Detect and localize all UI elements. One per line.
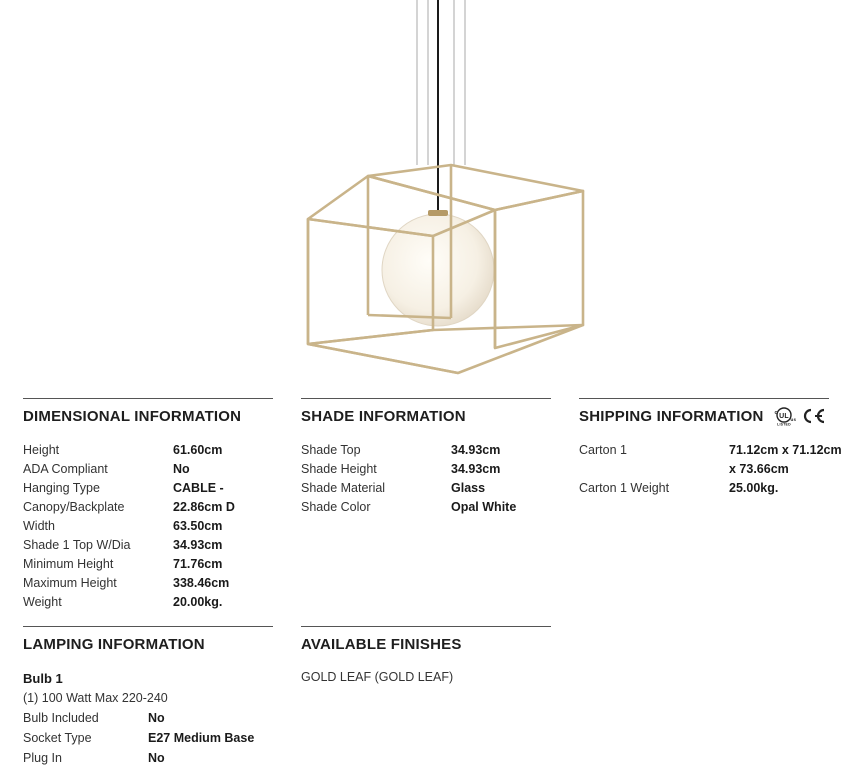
spec-row xyxy=(301,498,551,517)
section-title: SHADE INFORMATION xyxy=(301,398,551,427)
spec-label: Socket Type xyxy=(23,731,92,745)
spec-label: Width xyxy=(23,519,55,533)
spec-value: 71.76cm xyxy=(173,557,223,571)
spec-row xyxy=(301,441,551,460)
spec-value: x 73.66cm xyxy=(729,462,789,476)
spec-value: 61.60cm xyxy=(173,443,223,457)
spec-row xyxy=(579,441,847,460)
spec-value: No xyxy=(173,462,190,476)
finish-item: GOLD LEAF (GOLD LEAF) xyxy=(301,670,454,684)
pendant-lamp-illustration xyxy=(290,0,600,380)
section-title: AVAILABLE FINISHES xyxy=(301,626,551,655)
spec-value: Opal White xyxy=(451,500,517,514)
finishes-section xyxy=(301,626,551,687)
spec-label: Hanging Type xyxy=(23,481,100,495)
spec-value: 63.50cm xyxy=(173,519,223,533)
spec-row xyxy=(23,728,273,748)
spec-row xyxy=(301,460,551,479)
spec-label: Carton 1 xyxy=(579,443,627,457)
spec-label: Weight xyxy=(23,595,62,609)
spec-label: Minimum Height xyxy=(23,557,114,571)
spec-row xyxy=(23,441,273,460)
spec-row xyxy=(23,574,273,593)
spec-row xyxy=(23,517,273,536)
spec-label: ADA Compliant xyxy=(23,462,108,476)
spec-row xyxy=(23,498,273,517)
spec-label: Carton 1 Weight xyxy=(579,481,670,495)
shipping-title: SHIPPING INFORMATION xyxy=(579,407,764,425)
spec-label: Canopy/Backplate xyxy=(23,500,125,514)
shade-rows xyxy=(301,441,551,517)
certification-marks xyxy=(772,406,826,426)
svg-text:c: c xyxy=(774,410,778,416)
spec-value: CABLE - xyxy=(173,481,224,495)
shipping-rows xyxy=(579,441,847,498)
shade-section xyxy=(301,398,551,517)
spec-value: 20.00kg. xyxy=(173,595,223,609)
spec-label: Plug In xyxy=(23,751,62,765)
spec-value: E27 Medium Base xyxy=(148,731,255,745)
spec-row xyxy=(23,708,273,728)
spec-label: Shade Material xyxy=(301,481,386,495)
spec-label: Shade Height xyxy=(301,462,377,476)
section-title: LAMPING INFORMATION xyxy=(23,626,273,655)
shipping-section xyxy=(579,398,847,498)
spec-row xyxy=(579,460,847,479)
spec-value: No xyxy=(148,751,165,765)
spec-label: Height xyxy=(23,443,60,457)
spec-value: 338.46cm xyxy=(173,576,230,590)
spec-value: 34.93cm xyxy=(451,462,501,476)
spec-value: No xyxy=(148,711,165,725)
bulb-description: (1) 100 Watt Max 220-240 xyxy=(23,691,168,705)
section-title xyxy=(579,398,829,427)
ul-listed-icon xyxy=(772,406,796,426)
spec-label: Bulb Included xyxy=(23,711,99,725)
spec-value: Glass xyxy=(451,481,486,495)
ce-mark-icon xyxy=(800,407,826,425)
spec-label: Maximum Height xyxy=(23,576,117,590)
spec-row xyxy=(301,479,551,498)
svg-text:us: us xyxy=(790,417,796,422)
product-image xyxy=(290,0,600,380)
section-title: DIMENSIONAL INFORMATION xyxy=(23,398,273,427)
dimensional-section xyxy=(23,398,273,612)
finishes-list xyxy=(301,668,551,687)
spec-value: 34.93cm xyxy=(173,538,223,552)
spec-row xyxy=(23,555,273,574)
lamping-rows xyxy=(23,669,273,768)
spec-value: 25.00kg. xyxy=(729,481,779,495)
spec-label xyxy=(579,460,729,479)
bulb-title: Bulb 1 xyxy=(23,671,63,686)
spec-value: 22.86cm D xyxy=(173,500,235,514)
svg-text:LISTED: LISTED xyxy=(776,422,791,426)
spec-row xyxy=(23,536,273,555)
spec-value: 71.12cm x 71.12cm xyxy=(729,443,842,457)
lamping-section xyxy=(23,626,273,768)
svg-text:UL: UL xyxy=(778,413,789,420)
spec-label: Shade Top xyxy=(301,443,361,457)
spec-row xyxy=(23,748,273,768)
spec-value: 34.93cm xyxy=(451,443,501,457)
spec-row xyxy=(23,593,273,612)
dimensional-rows xyxy=(23,441,273,612)
spec-row xyxy=(579,479,847,498)
spec-label: Shade 1 Top W/Dia xyxy=(23,538,131,552)
spec-row xyxy=(23,479,273,498)
spec-label: Shade Color xyxy=(301,500,371,514)
spec-row xyxy=(23,460,273,479)
